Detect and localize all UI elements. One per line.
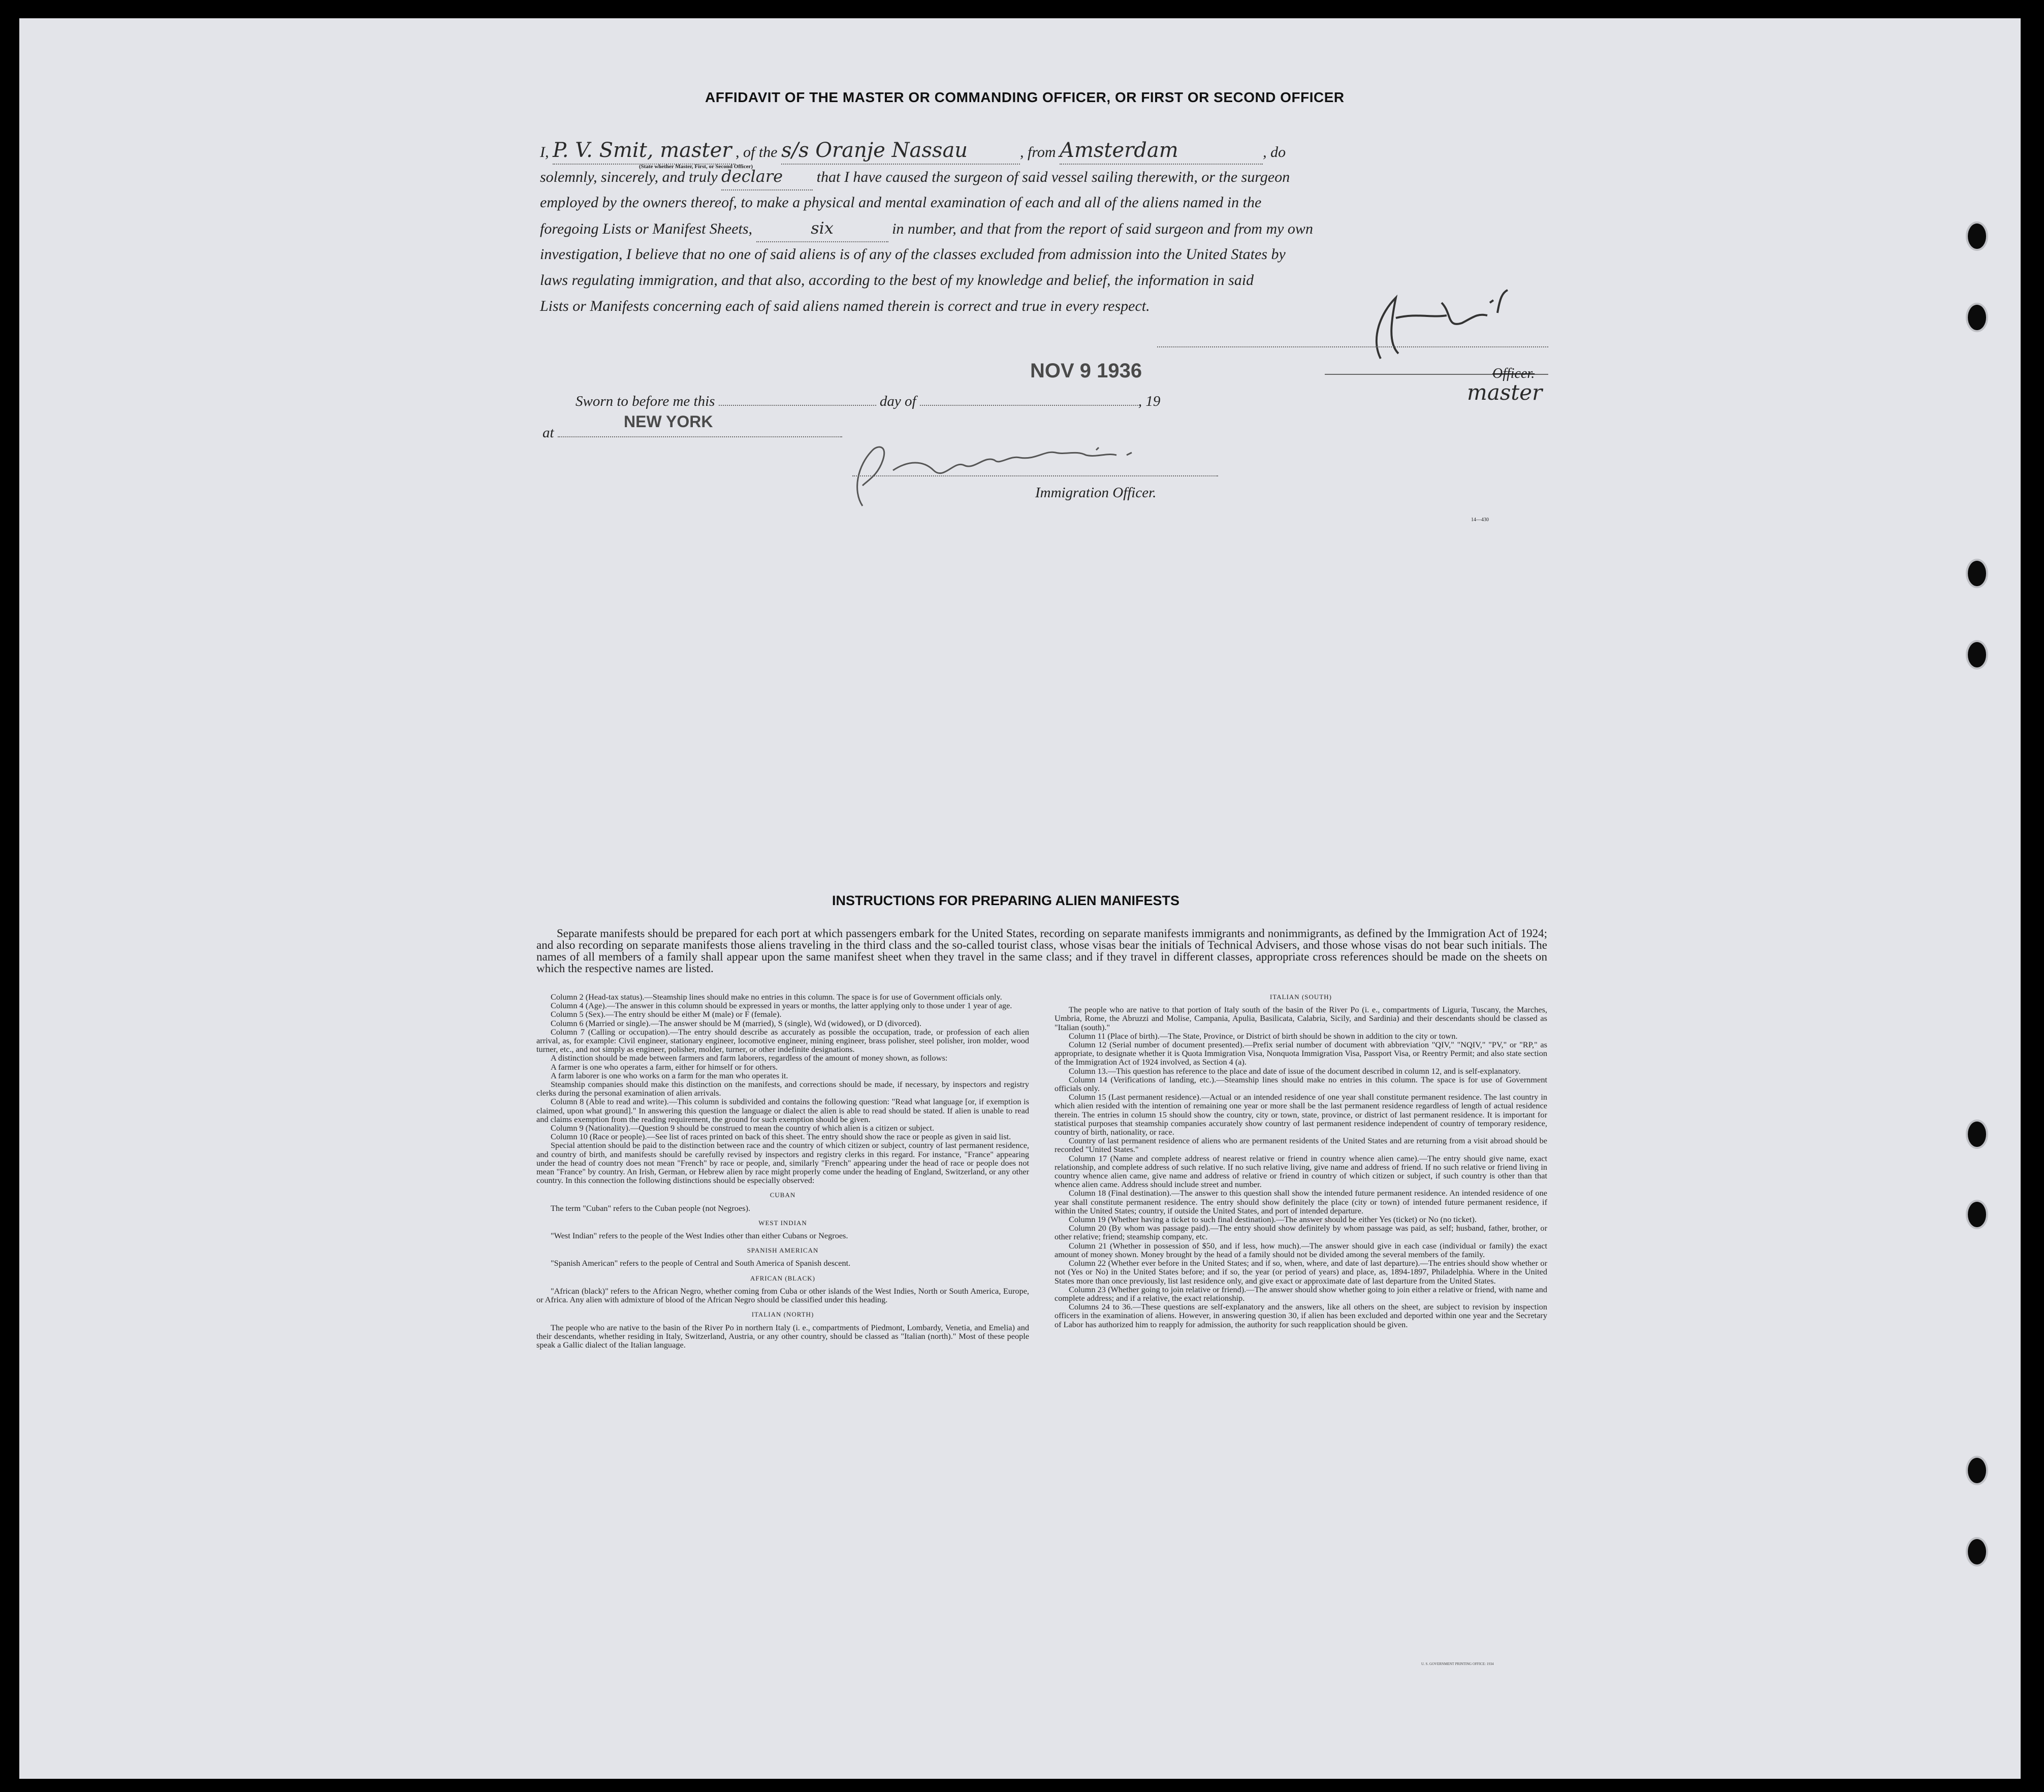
instructions-right-column — [1055, 993, 1547, 1329]
declaration-line-3: employed by the owners thereof, to make a physical and mental examination of each and all of the aliens named in the — [540, 194, 1262, 211]
paragraph: The people who are native to the basin of the River Po in northern Italy (i. e., compartments of Piedmont, Lombardy, Venetia, and Emelia) and their descendants, whether residing in Italy, Switzerland, Austria, or any other country, should be classed as "Italian (north)." Most of these people speak a Gallic dialect of the Italian language. — [536, 1322, 1029, 1350]
text: that I have caused the surgeon of said vessel sailing therewith, or the surgeon — [816, 169, 1290, 185]
declaration-line-7: Lists or Manifests concerning each of said aliens named therein is correct and true in every respect. — [540, 298, 1150, 314]
paragraph: Column 23 (Whether going to join relative or friend).—The answer should show whether going to join either a relative or friend, with name and complete address; and if a relative, the exact relationship. — [1055, 1284, 1547, 1303]
date-stamp: NOV 9 1936 — [1030, 360, 1142, 382]
signature-line — [1157, 346, 1548, 347]
section-heading: WEST INDIAN — [758, 1219, 807, 1227]
paragraph: Column 12 (Serial number of document presented).—Prefix serial number of document with abbreviation "QIV," "NQIV," "PV," or "RP," as appropriate, to designate whether it is Quota Immigration Visa, Nonquota Immigration Visa, Passport Visa, or Reentry Permit; and also state section of the Immigration Act of 1924 involved, as Section 4 (a). — [1055, 1040, 1547, 1067]
text: , of the — [736, 144, 778, 161]
officer-signature-line — [852, 475, 1218, 476]
section-heading: ITALIAN (NORTH) — [751, 1310, 814, 1319]
instructions-left-column — [536, 993, 1029, 1349]
sworn-month-field — [920, 405, 1138, 406]
paragraph: Column 22 (Whether ever before in the United States; and if so, when, where, and date of last departure).—The entries should show whether or not (Yes or No) in the United States before; and if so, the year (or period of years) and place, as, 1894-1897, Philadelphia. Where in the United States more than once previously, list last residence only, and give exact or approximate date of last departure from the United States. — [1055, 1258, 1547, 1286]
punch-hole — [1966, 640, 1988, 669]
paragraph: Column 4 (Age).—The answer in this column should be expressed in years or months, the latter applying only to those under 1 year of age. — [551, 1001, 1012, 1011]
paragraph: Column 2 (Head-tax status).—Steamship lines should make no entries in this column. The space is for use of Government officials only. — [551, 992, 1002, 1002]
place-stamp: NEW YORK — [624, 412, 713, 431]
paragraph: Country of last permanent residence of aliens who are permanent residents of the United States and are returning from a visit abroad should be recorded "United States." — [1055, 1136, 1547, 1155]
paragraph: Column 18 (Final destination).—The answer to this question shall show the intended future permanent residence. An intended residence of one year shall constitute permanent residence. The entry should show definitely the place (city or town) of intended future permanent residence, if within the United States; country, if outside the United States, and port of intended departure. — [1055, 1188, 1547, 1215]
paragraph: Column 13.—This question has reference to the place and date of issue of the document described in column 12, and is self-explanatory. — [1069, 1066, 1521, 1076]
paragraph: "Spanish American" refers to the people of Central and South America of Spanish descent. — [551, 1258, 851, 1268]
paragraph: Column 20 (By whom was passage paid).—The entry should show definitely by whom passage was paid, as self; husband, father, brother, or other relative; friend; steamship company, etc. — [1055, 1223, 1547, 1242]
text: solemnly, sincerely, and truly — [540, 169, 718, 185]
officer-label: Officer. — [1492, 366, 1535, 381]
paragraph: Column 11 (Place of birth).—The State, Province, or District of birth should be shown in addition to the city or town. — [1069, 1031, 1458, 1041]
punch-hole — [1966, 559, 1988, 588]
instructions-title: INSTRUCTIONS FOR PREPARING ALIEN MANIFESTS — [832, 893, 1180, 908]
paragraph: A distinction should be made between farmers and farm laborers, regardless of the amount of money shown, as follows: — [551, 1053, 948, 1063]
paragraph: Column 21 (Whether in possession of $50, and if less, how much).—The answer should give in each case (individual or family) the exact amount of money shown. Money brought by the head of a family should not be divided among the several members of the family. — [1055, 1240, 1547, 1259]
immigration-officer-label: Immigration Officer. — [1035, 485, 1157, 501]
punch-hole — [1966, 1537, 1988, 1566]
text: in number, and that from the report of said surgeon and from my own — [892, 220, 1313, 237]
departure-port-field: Amsterdam — [1060, 138, 1263, 165]
paragraph: Column 10 (Race or people).—See list of races printed on back of this sheet. The entry should show the race or people as given in said list. — [551, 1132, 1011, 1142]
master-name-field: P. V. Smit, master — [553, 138, 736, 165]
punch-hole — [1966, 1456, 1988, 1485]
text: I, — [540, 144, 549, 161]
declaration-line-5: investigation, I believe that no one of said aliens is of any of the classes excluded from admission into the United States by — [540, 246, 1286, 263]
section-heading: CUBAN — [770, 1191, 796, 1199]
section-heading: AFRICAN (BLACK) — [750, 1274, 816, 1282]
text: foregoing Lists or Manifest Sheets, — [540, 220, 753, 237]
paragraph: Column 17 (Name and complete address of nearest relative or friend in country whence alien came).—The entry should give name, exact relationship, and complete address of such relative. If no such relative living, give name and address of friend. If no such relative or friend living in country whence alien came, give name and address of relative or friend in country of which citizen or subject, if such country is other than that whence alien came. Address should include street and number. — [1055, 1153, 1547, 1190]
paragraph: Column 15 (Last permanent residence).—Actual or an intended residence of one year shall constitute permanent residence. The last country in which alien resided with the intention of remaining one year or more shall be the last permanent residence regardless of length of actual residence therein. The entries in column 15 should show the country, city or town, state, province, or district of last permanent residence. It is important for statistical purposes that steamship companies accurately show country of last permanent residence independent of country of temporary residence, country of birth, nationality, or race. — [1055, 1092, 1547, 1137]
text: day of — [879, 393, 916, 409]
paragraph: Column 7 (Calling or occupation).—The entry should describe as accurately as possible the occupation, trade, or profession of each alien arrival, as, for example: Civil engineer, stationary engineer, locomotive engineer, mining engineer, brass polisher, steel polisher, iron molder, wood turner, etc., and not simply as engineer, polisher, molder, turner, or other indefinite designations. — [536, 1027, 1029, 1054]
paragraph: Column 9 (Nationality).—Question 9 should be construed to mean the country of which alien is a citizen or subject. — [551, 1123, 935, 1133]
sheet-count-field: six — [756, 215, 888, 242]
text: , from — [1020, 144, 1056, 161]
manifest-page — [19, 18, 2021, 1779]
text: Sworn to before me this — [576, 393, 715, 409]
affidavit-title: AFFIDAVIT OF THE MASTER OR COMMANDING OFFICER, OR FIRST OR SECOND OFFICER — [705, 89, 1345, 105]
sworn-line — [576, 393, 1160, 410]
form-number: 14—430 — [1471, 517, 1489, 523]
rank-note: (State whether Master, First, or Second Officer) — [639, 164, 753, 170]
text: at — [542, 425, 554, 441]
paragraph: Steamship companies should make this distinction on the manifests, and corrections should be made, if necessary, by inspectors and registry clerks during the personal examination of alien arrivals. — [536, 1079, 1029, 1098]
officer-rank-handwritten: master — [1467, 380, 1543, 405]
printing-office-note: U. S. GOVERNMENT PRINTING OFFICE: 1934 — [1421, 1662, 1494, 1666]
paragraph: "West Indian" refers to the people of the West Indies other than either Cubans or Negroes. — [551, 1231, 848, 1241]
paragraph: Column 8 (Able to read and write).—This column is subdivided and contains the following question: "Read what language [or, if exemption is claimed, upon what ground]." In answering this question the language or dialect the alien is able to read should be stated. If alien is unable to read and claims exemption from the reading requirement, the ground for such exemption should be given. — [536, 1097, 1029, 1124]
punch-hole — [1966, 1119, 1988, 1149]
declare-field: declare — [721, 164, 813, 190]
punch-hole — [1966, 1200, 1988, 1229]
paragraph: A farmer is one who operates a farm, either for himself or for others. — [551, 1062, 778, 1072]
paragraph: Column 14 (Verifications of landing, etc.).—Steamship lines should make no entries in this column. The space is for use of Government officials only. — [1055, 1074, 1547, 1094]
ship-name-field: s/s Oranje Nassau — [781, 138, 1020, 165]
paragraph: Column 19 (Whether having a ticket to such final destination).—The answer should be either Yes (ticket) or No (no ticket). — [1069, 1214, 1477, 1225]
paragraph: The people who are native to that portion of Italy south of the basin of the River Po (i. e., compartments of Liguria, Tuscany, the Marches, Umbria, Rome, the Abruzzi and Molise, Campania, Apulia, Basilicata, Calabria, Sicily, and Sardinia) and their descendants should be classed as "Italian (south)." — [1055, 1005, 1547, 1032]
instructions-intro: Separate manifests should be prepared for each port at which passengers embark for the United States, recording on separate manifests immigrants and nonimmigrants, as defined by the Immigration Act of 1924; and also recording on separate manifests those aliens traveling in the third class and the so-called tourist class, whose visas bear the initials of Technical Advisers, and those whose visas do not bear such initials. The names of all members of a family shall appear upon the same manifest sheet when they travel in the same class; and if they travel in different classes, appropriate cross references should be made on the sheets on which the respective names are listed. — [536, 927, 1547, 975]
punch-hole — [1966, 303, 1988, 332]
paragraph: The term "Cuban" refers to the Cuban people (not Negroes). — [551, 1203, 751, 1213]
section-heading: SPANISH AMERICAN — [747, 1246, 819, 1255]
paragraph: Special attention should be paid to the distinction between race and the country of which citizen or subject, country of last permanent residence, and country of birth, and manifests should be carefully revised by inspectors and registry clerks in this regard. For instance, "France" appearing under the head of country does not mean "French" by race or people, and, similarly "French" appearing under the head of race or people does not mean "France" by country. An Irish, German, or Hebrew alien by race might properly come under the heading of England, Switzerland, or any other country. In this connection the following distinctions should be especially observed: — [536, 1140, 1029, 1186]
paragraph: A farm laborer is one who works on a farm for the man who operates it. — [551, 1070, 788, 1080]
declaration-line-4 — [540, 215, 1546, 241]
paragraph: "African (black)" refers to the African Negro, whether coming from Cuba or other islands of the West Indies, North or South America, Europe, or Africa. Any alien with admixture of blood of the African Negro should be classified under this heading. — [536, 1286, 1029, 1305]
section-heading: ITALIAN (SOUTH) — [1270, 993, 1332, 1001]
place-field — [558, 436, 842, 437]
punch-hole — [1966, 221, 1988, 251]
master-signature — [1360, 282, 1513, 364]
declaration-line-1 — [540, 138, 1546, 164]
text: , do — [1263, 144, 1286, 161]
paragraph: Column 6 (Married or single).—The answer should be M (married), S (single), Wd (widowed), or D (divorced). — [551, 1018, 921, 1028]
declaration-line-6: laws regulating immigration, and that also, according to the best of my knowledge and belief, the information in said — [540, 272, 1254, 289]
paragraph: Columns 24 to 36.—These questions are self-explanatory and the answers, like all others on the sheet, are subject to revision by inspection officers in the examination of aliens. However, in answering question 30, if alien has been excluded and deported within one year and the Secretary of Labor has authorized him to reapply for admission, the authority for such reapplication should be given. — [1055, 1302, 1547, 1329]
text: , 19 — [1138, 393, 1161, 409]
sworn-day-field — [719, 405, 876, 406]
paragraph: Column 5 (Sex).—The entry should be either M (male) or F (female). — [551, 1009, 782, 1019]
